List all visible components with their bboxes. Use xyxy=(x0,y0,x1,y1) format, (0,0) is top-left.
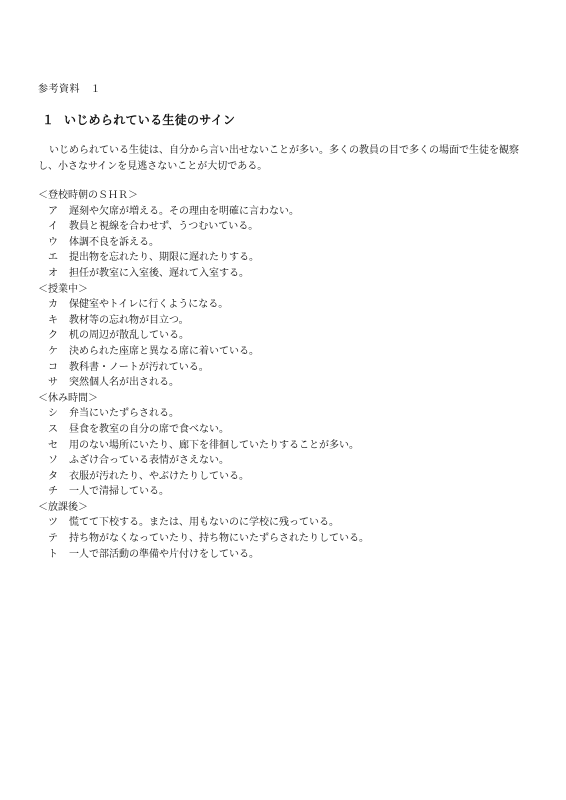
list-item xyxy=(38,484,538,500)
item-text: 弁当にいたずらされる。 xyxy=(69,408,179,420)
item-marker: オ xyxy=(48,267,58,279)
item-text: 衣服が汚れたり、やぶけたりしている。 xyxy=(69,470,249,482)
list-item xyxy=(38,204,538,220)
item-marker: セ xyxy=(48,439,58,451)
list-item xyxy=(38,453,538,469)
item-text: 遅刻や欠席が増える。その理由を明確に言わない。 xyxy=(69,205,299,217)
item-marker: ソ xyxy=(48,455,58,467)
item-marker: エ xyxy=(48,252,58,264)
list-item xyxy=(38,469,538,485)
section-header: ＜授業中＞ xyxy=(38,283,88,295)
item-text: 体調不良を訴える。 xyxy=(69,236,159,248)
list-item xyxy=(38,235,538,251)
reference-label: 参考資料 １ xyxy=(38,84,101,95)
item-marker: コ xyxy=(48,361,58,373)
item-text: ふざけ合っている表情がさえない。 xyxy=(69,455,229,467)
item-marker: ク xyxy=(48,330,58,342)
item-text: 担任が教室に入室後、遅れて入室する。 xyxy=(69,267,249,279)
list-item xyxy=(38,406,538,422)
item-marker: サ xyxy=(48,377,58,389)
item-marker: ウ xyxy=(48,236,58,248)
item-marker: ケ xyxy=(48,345,58,357)
item-text: 決められた座席と異なる席に着いている。 xyxy=(69,345,259,357)
item-marker: テ xyxy=(48,533,58,545)
list-item xyxy=(38,360,538,376)
list-item xyxy=(38,313,538,329)
section-header: ＜放課後＞ xyxy=(38,501,88,513)
list-item xyxy=(38,438,538,454)
item-text: 保健室やトイレに行くようになる。 xyxy=(69,299,229,311)
item-marker: キ xyxy=(48,314,58,326)
list-item xyxy=(38,531,538,547)
item-text: 持ち物がなくなっていたり、持ち物にいたずらされたりしている。 xyxy=(69,533,369,545)
section-header: ＜休み時間＞ xyxy=(38,392,98,404)
item-text: 一人で清掃している。 xyxy=(69,486,169,498)
item-marker: イ xyxy=(48,221,58,233)
item-marker: タ xyxy=(48,470,58,482)
item-marker: ア xyxy=(48,205,58,217)
list-item xyxy=(38,515,538,531)
item-text: 教員と視線を合わせず、うつむいている。 xyxy=(69,221,259,233)
item-text: 用のない場所にいたり、廊下を徘徊していたりすることが多い。 xyxy=(69,439,359,451)
heading-title: いじめられている生徒のサイン xyxy=(64,113,236,127)
list-item xyxy=(38,219,538,235)
item-marker: シ xyxy=(48,408,58,420)
list-item xyxy=(38,250,538,266)
section-heading xyxy=(42,111,235,128)
list-item xyxy=(38,375,538,391)
list-item xyxy=(38,297,538,313)
list-item xyxy=(38,422,538,438)
item-text: 教材等の忘れ物が目立つ。 xyxy=(69,314,189,326)
intro-paragraph: いじめられている生徒は、自分から言い出せないことが多い。多くの教員の目で多くの場面で生徒を観察し、小さなサインを見逃さないことが大切である。 xyxy=(38,145,519,172)
sign-list xyxy=(38,188,538,562)
heading-number: １ xyxy=(42,113,55,127)
item-marker: ト xyxy=(48,548,58,560)
item-marker: チ xyxy=(48,486,58,498)
list-item xyxy=(38,266,538,282)
item-text: 突然個人名が出される。 xyxy=(69,377,179,389)
list-item xyxy=(38,344,538,360)
list-item xyxy=(38,328,538,344)
item-marker: ス xyxy=(48,423,58,435)
item-text: 一人で部活動の準備や片付けをしている。 xyxy=(69,548,259,560)
list-item xyxy=(38,547,538,563)
item-text: 慌てて下校する。または、用もないのに学校に残っている。 xyxy=(69,517,339,529)
item-marker: カ xyxy=(48,299,58,311)
item-text: 教科書・ノートが汚れている。 xyxy=(69,361,209,373)
item-text: 提出物を忘れたり、期限に遅れたりする。 xyxy=(69,252,259,264)
item-text: 机の周辺が散乱している。 xyxy=(69,330,189,342)
item-marker: ツ xyxy=(48,517,58,529)
section-header: ＜登校時朝のＳＨＲ＞ xyxy=(38,190,138,201)
item-text: 昼食を教室の自分の席で食べない。 xyxy=(69,423,229,435)
